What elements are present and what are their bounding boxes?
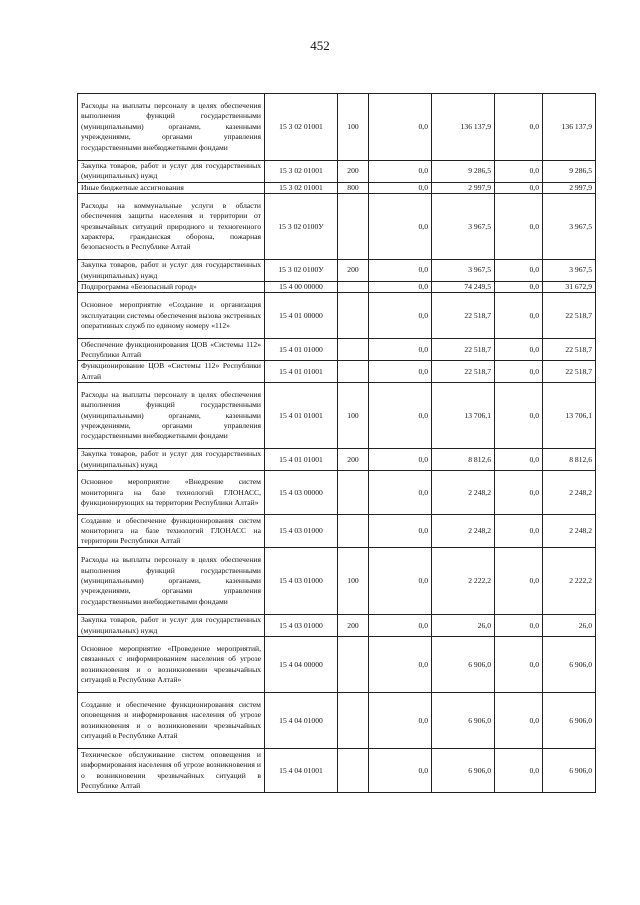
table-row (78, 293, 596, 339)
table-row (78, 282, 596, 293)
row-value-1: 0,0 (369, 182, 432, 193)
row-expense-type (338, 693, 369, 749)
row-value-3: 0,0 (495, 383, 543, 449)
row-code: 15 4 03 01000 (265, 548, 338, 615)
row-value-3: 0,0 (495, 693, 543, 749)
row-value-3: 0,0 (495, 194, 543, 260)
row-value-3: 0,0 (495, 515, 543, 548)
table-row (78, 182, 596, 193)
row-value-4: 13 706,1 (543, 383, 596, 449)
row-code: 15 4 01 01000 (265, 339, 338, 361)
row-name: Закупка товаров, работ и услуг для государственных (муниципальных) нужд (78, 615, 265, 637)
row-value-4: 6 906,0 (543, 693, 596, 749)
row-value-3: 0,0 (495, 282, 543, 293)
row-name: Расходы на выплаты персоналу в целях обеспечения выполнения функций государственными (муниципальными) органами, казенными учреждениями, органами управления государственными внебюджетными фондами (78, 383, 265, 449)
row-expense-type: 800 (338, 182, 369, 193)
row-name: Обеспечение функционирования ЦОВ «Системы 112» Республики Алтай (78, 339, 265, 361)
row-value-3: 0,0 (495, 94, 543, 161)
row-code: 15 4 01 01001 (265, 361, 338, 383)
row-value-2: 2 248,2 (432, 515, 495, 548)
row-code: 15 3 02 0100У (265, 194, 338, 260)
row-value-1: 0,0 (369, 260, 432, 282)
row-name: Основное мероприятие «Создание и организация эксплуатации системы обеспечения вызова экстренных оперативных служб по единому номеру «112» (78, 293, 265, 339)
row-code: 15 4 01 01001 (265, 449, 338, 471)
row-value-1: 0,0 (369, 749, 432, 793)
row-value-1: 0,0 (369, 161, 432, 183)
table-body (78, 94, 596, 793)
page-number: 452 (310, 38, 330, 53)
row-code: 15 4 03 00000 (265, 471, 338, 515)
row-value-4: 31 672,9 (543, 282, 596, 293)
row-name: Расходы на выплаты персоналу в целях обеспечения выполнения функций государственными (муниципальными) органами, казенными учреждениями, органами управления государственными внебюджетными фондами (78, 94, 265, 161)
row-value-3: 0,0 (495, 548, 543, 615)
table-row (78, 260, 596, 282)
row-expense-type: 200 (338, 161, 369, 183)
row-value-2: 22 518,7 (432, 361, 495, 383)
row-expense-type (338, 361, 369, 383)
row-name: Иные бюджетные ассигнования (78, 182, 265, 193)
row-name: Расходы на выплаты персоналу в целях обеспечения выполнения функций государственными (муниципальными) органами, казенными учреждениями, органами управления государственными внебюджетными фондами (78, 548, 265, 615)
table-row (78, 449, 596, 471)
row-expense-type: 200 (338, 260, 369, 282)
table-row (78, 161, 596, 183)
row-value-1: 0,0 (369, 693, 432, 749)
row-name: Закупка товаров, работ и услуг для государственных (муниципальных) нужд (78, 449, 265, 471)
row-value-3: 0,0 (495, 182, 543, 193)
row-code: 15 3 02 0100У (265, 260, 338, 282)
row-code: 15 4 01 01001 (265, 383, 338, 449)
row-value-4: 2 248,2 (543, 515, 596, 548)
row-value-1: 0,0 (369, 361, 432, 383)
row-value-4: 2 248,2 (543, 471, 596, 515)
table-row (78, 637, 596, 693)
row-value-2: 22 518,7 (432, 339, 495, 361)
row-value-2: 136 137,9 (432, 94, 495, 161)
row-expense-type (338, 293, 369, 339)
row-value-2: 26,0 (432, 615, 495, 637)
table-row (78, 615, 596, 637)
row-value-2: 13 706,1 (432, 383, 495, 449)
row-value-4: 2 222,2 (543, 548, 596, 615)
row-name: Функционирование ЦОВ «Системы 112» Республики Алтай (78, 361, 265, 383)
row-name: Основное мероприятие «Внедрение систем мониторинга на базе технологий ГЛОНАСС, функционирующих на территории Республики Алтай» (78, 471, 265, 515)
row-expense-type (338, 637, 369, 693)
row-code: 15 4 03 01000 (265, 515, 338, 548)
row-value-2: 6 906,0 (432, 637, 495, 693)
row-value-4: 136 137,9 (543, 94, 596, 161)
row-value-1: 0,0 (369, 94, 432, 161)
row-name: Создание и обеспечение функционирования систем мониторинга на базе технологий ГЛОНАСС на территории Республики Алтай (78, 515, 265, 548)
row-value-4: 6 906,0 (543, 637, 596, 693)
row-name: Подпрограмма «Безопасный город» (78, 282, 265, 293)
row-value-3: 0,0 (495, 637, 543, 693)
row-value-2: 2 997,9 (432, 182, 495, 193)
row-value-1: 0,0 (369, 615, 432, 637)
row-value-1: 0,0 (369, 515, 432, 548)
table-row (78, 548, 596, 615)
row-value-4: 3 967,5 (543, 260, 596, 282)
budget-table (77, 93, 596, 793)
row-value-3: 0,0 (495, 615, 543, 637)
row-code: 15 4 04 00000 (265, 637, 338, 693)
row-value-1: 0,0 (369, 383, 432, 449)
row-value-1: 0,0 (369, 471, 432, 515)
row-code: 15 4 04 01000 (265, 693, 338, 749)
row-expense-type (338, 282, 369, 293)
row-value-2: 2 222,2 (432, 548, 495, 615)
row-value-4: 22 518,7 (543, 339, 596, 361)
row-expense-type (338, 339, 369, 361)
row-value-3: 0,0 (495, 260, 543, 282)
row-expense-type (338, 194, 369, 260)
row-code: 15 4 04 01001 (265, 749, 338, 793)
table-row (78, 749, 596, 793)
table-row (78, 383, 596, 449)
row-code: 15 4 01 00000 (265, 293, 338, 339)
table-row (78, 361, 596, 383)
row-value-1: 0,0 (369, 293, 432, 339)
row-expense-type: 100 (338, 383, 369, 449)
table-row (78, 515, 596, 548)
row-expense-type (338, 515, 369, 548)
row-value-2: 2 248,2 (432, 471, 495, 515)
row-value-1: 0,0 (369, 637, 432, 693)
row-value-1: 0,0 (369, 449, 432, 471)
row-code: 15 3 02 01001 (265, 161, 338, 183)
row-value-2: 3 967,5 (432, 194, 495, 260)
row-value-2: 8 812,6 (432, 449, 495, 471)
row-code: 15 3 02 01001 (265, 182, 338, 193)
row-name: Создание и обеспечение функционирования систем оповещения и информирования населения об угрозе возникновения и о возникновении чрезвычайных ситуаций в Республике Алтай (78, 693, 265, 749)
row-code: 15 4 03 01000 (265, 615, 338, 637)
row-expense-type (338, 749, 369, 793)
row-value-4: 22 518,7 (543, 293, 596, 339)
row-value-4: 8 812,6 (543, 449, 596, 471)
row-name: Закупка товаров, работ и услуг для государственных (муниципальных) нужд (78, 161, 265, 183)
row-name: Расходы на коммунальные услуги в области обеспечения защиты населения и территории от чрезвычайных ситуаций природного и техногенного характера, гражданская оборона, пожарная безопасность в Республике Алтай (78, 194, 265, 260)
row-value-3: 0,0 (495, 749, 543, 793)
row-value-1: 0,0 (369, 282, 432, 293)
row-name: Техническое обслуживание систем оповещения и информирования населения об угрозе возникновения и о возникновении чрезвычайных ситуаций в Республике Алтай (78, 749, 265, 793)
row-expense-type (338, 471, 369, 515)
row-value-3: 0,0 (495, 339, 543, 361)
table-row (78, 194, 596, 260)
row-value-4: 22 518,7 (543, 361, 596, 383)
row-value-3: 0,0 (495, 161, 543, 183)
row-value-2: 9 286,5 (432, 161, 495, 183)
table-row (78, 693, 596, 749)
row-value-3: 0,0 (495, 293, 543, 339)
row-value-1: 0,0 (369, 548, 432, 615)
row-code: 15 4 00 00000 (265, 282, 338, 293)
row-value-3: 0,0 (495, 449, 543, 471)
row-value-4: 9 286,5 (543, 161, 596, 183)
row-value-4: 3 967,5 (543, 194, 596, 260)
row-value-2: 6 906,0 (432, 693, 495, 749)
row-value-4: 6 906,0 (543, 749, 596, 793)
row-value-3: 0,0 (495, 361, 543, 383)
row-expense-type: 200 (338, 449, 369, 471)
row-value-2: 22 518,7 (432, 293, 495, 339)
table-row (78, 471, 596, 515)
row-expense-type: 100 (338, 94, 369, 161)
table-row (78, 94, 596, 161)
row-name: Закупка товаров, работ и услуг для государственных (муниципальных) нужд (78, 260, 265, 282)
row-value-2: 3 967,5 (432, 260, 495, 282)
row-code: 15 3 02 01001 (265, 94, 338, 161)
row-value-2: 6 906,0 (432, 749, 495, 793)
row-value-4: 2 997,9 (543, 182, 596, 193)
row-expense-type: 100 (338, 548, 369, 615)
table-row (78, 339, 596, 361)
row-value-3: 0,0 (495, 471, 543, 515)
row-expense-type: 200 (338, 615, 369, 637)
row-value-1: 0,0 (369, 339, 432, 361)
row-value-2: 74 249,5 (432, 282, 495, 293)
row-value-4: 26,0 (543, 615, 596, 637)
row-name: Основное мероприятие «Проведение мероприятий, связанных с информированием населения об угрозе возникновения и о возникновении чрезвычайных ситуаций в Республике Алтай» (78, 637, 265, 693)
row-value-1: 0,0 (369, 194, 432, 260)
